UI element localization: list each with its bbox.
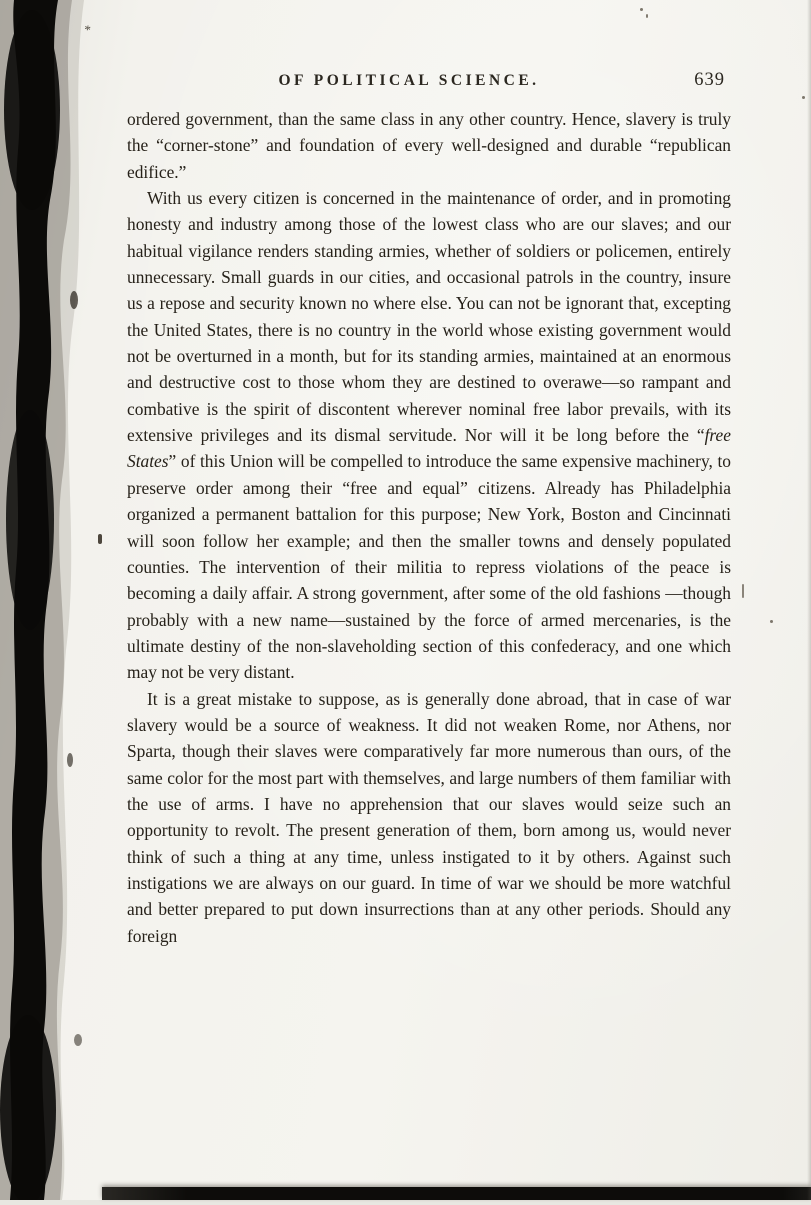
body-text-run: With us every citizen is concerned in the maintenance of order, and in promoting honesty and industry among those of the lowest class who are our slaves; and our habitual vigilance renders standing armies, whether of soldiers or policemen, entirely unnecessary. Small guards in our cities, and occasional patrols in the country, insure us a repose and security known no where else. You can not be ignorant that, excepting the United States, there is no country in the world whose existing government would not be overturned in a month, but for its standing armies, maintained at an enormous and destructive cost to those whom they are destined to overawe—so rampant and combative is the spirit of discontent wherever nominal free labor prevails, with its extensive privileges and its dismal servitude. Nor will it be long before the “ bbox=[127, 188, 731, 446]
ink-speck bbox=[802, 96, 805, 99]
running-header bbox=[127, 66, 731, 106]
paragraph bbox=[127, 106, 731, 185]
page-number: 639 bbox=[694, 70, 725, 90]
ink-speck bbox=[742, 584, 744, 598]
paragraph bbox=[127, 185, 731, 686]
ink-speck bbox=[646, 14, 648, 18]
scan-binding-artifact bbox=[0, 0, 110, 1200]
scan-right-edge bbox=[807, 0, 811, 1200]
ink-speck bbox=[640, 8, 643, 11]
ink-speck bbox=[770, 620, 773, 623]
ink-mark: * bbox=[82, 21, 92, 38]
page-title: OF POLITICAL SCIENCE. bbox=[278, 72, 540, 89]
ink-speck bbox=[98, 534, 102, 544]
text-column bbox=[127, 66, 731, 949]
scan-bottom-edge bbox=[102, 1187, 811, 1200]
paragraph bbox=[127, 686, 731, 949]
binding-shadow-graphic bbox=[0, 0, 110, 1200]
body-text-run: ordered government, than the same class in any other country. Hence, slavery is truly the “corner-stone” and foundation of every well-designed and durable “republican edifice.” bbox=[127, 109, 731, 182]
body-text-run-italic: free States bbox=[127, 425, 731, 472]
body-text-run: It is a great mistake to suppose, as is generally done abroad, that in case of war slavery would be a source of weakness. It did not weaken Rome, nor Athens, nor Sparta, though their slaves were comparatively far more numerous than ours, of the same color for the most part with themselves, and large numbers of them familiar with the use of arms. I have no apprehension that our slaves would seize such an opportunity to revolt. The present generation of them, born among us, would never think of such a thing at any time, unless instigated to it by others. Against such instigations we are always on our guard. In time of war we should be more watchful and better prepared to put down insurrections than at any other periods. Should any foreign bbox=[127, 688, 731, 946]
body-text bbox=[127, 106, 731, 949]
body-text-run: ” of this Union will be compelled to introduce the same expensive machinery, to preserve order among their “free and equal” citizens. Already has Philadelphia organized a permanent battalion for this purpose; New York, Boston and Cincinnati will soon follow her example; and then the smaller towns and densely populated counties. The intervention of their militia to repress violations of the peace is becoming a daily affair. A strong government, after some of the old fashions —though probably with a new name—sustained by the force of armed mercenaries, is the ultimate destiny of the non-slaveholding section of this confederacy, and one which may not be very distant. bbox=[127, 451, 731, 683]
